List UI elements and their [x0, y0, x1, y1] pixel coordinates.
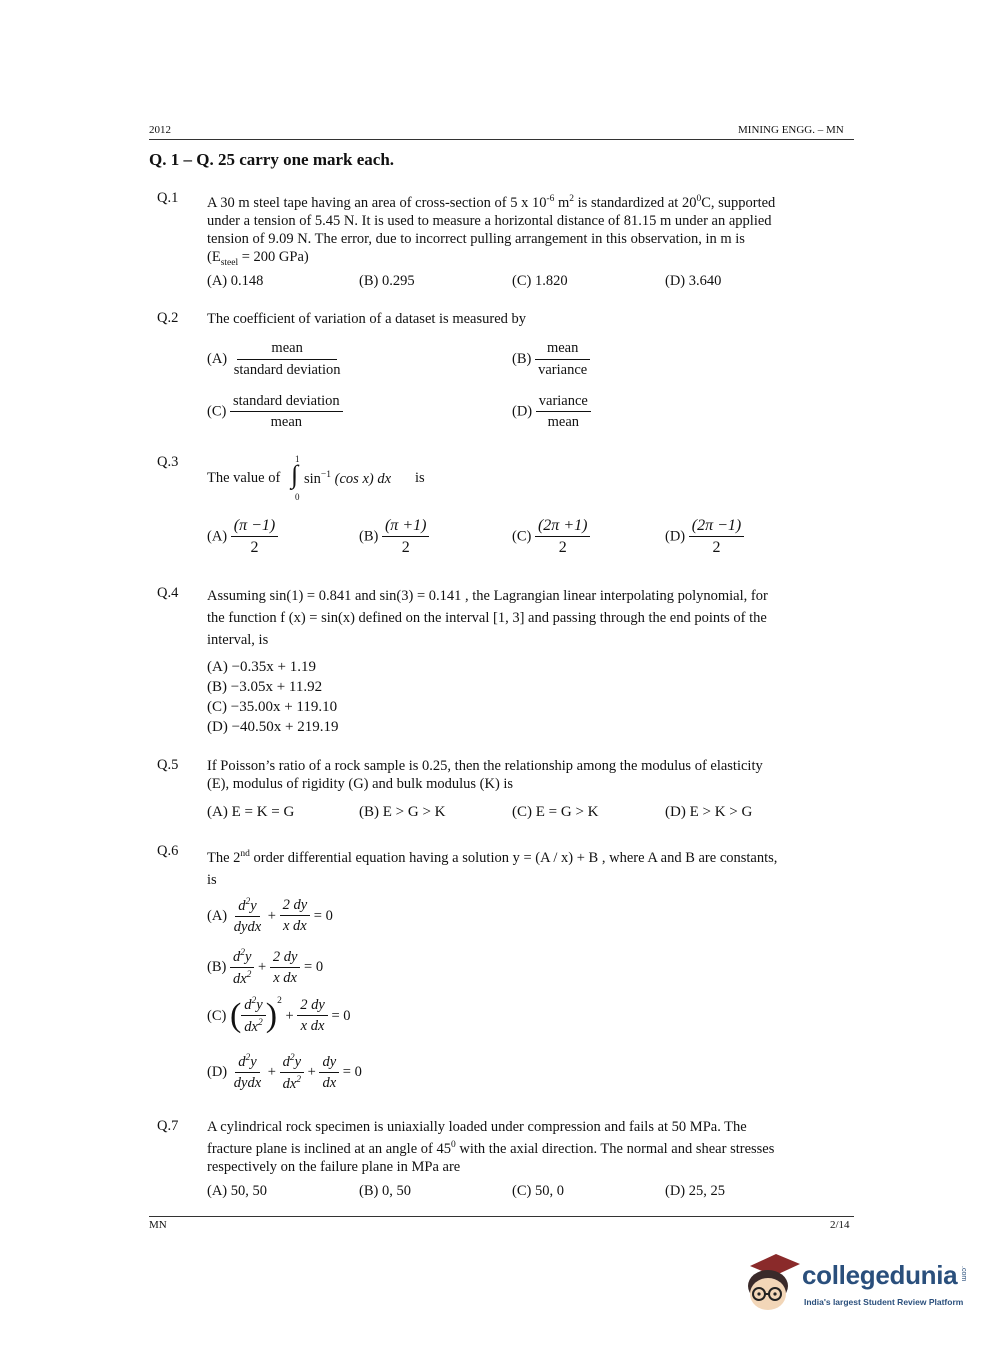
q6-option-b: (B) $\frac{d^2y}{dx^2}$ + $\frac{2 dy}{\text{x dx}}$ = 0 — [207, 948, 324, 987]
q6-number: Q.6 — [157, 843, 179, 859]
q3-number: Q.3 — [157, 454, 179, 470]
q5-option-c: (C) E = G > K — [512, 804, 599, 820]
footer-rule — [149, 1216, 854, 1217]
q6-option-d: (D) $\frac{d^2y}{\text{dydx}}$ + $\frac{d^2y}{dx^2}$ + $\frac{dy}{dx}$ = 0 — [207, 1053, 362, 1092]
q7-option-d: (D) 25, 25 — [665, 1183, 726, 1199]
q2-option-c: (C) $\frac{\text{standard deviation}}{\text{mean}}$ — [207, 393, 343, 431]
q7-number: Q.7 — [157, 1118, 179, 1134]
q1-number: Q.1 — [157, 190, 179, 206]
section-title: Q. 1 – Q. 25 carry one mark each. — [149, 150, 395, 169]
q1-text: A 30 m steel tape having an area of cross-section of 5 x $10^{-6}$ $m^2$ is standardized at $20^0C$, supported under a tension of 5.45 N. It is used to measure a horizontal distance of 81.15 m under an applied tension of 9.09 N. The error, due to incorrect pulling arrangement in this observation, in m is ($E_{steel} = 200$ GPa) — [207, 194, 776, 268]
q2-option-d: (D) $\frac{\text{variance}}{\text{mean}}$ — [512, 393, 591, 431]
q5-text: If Poisson’s ratio of a rock sample is 0.25, then the relationship among the modulus of elasticity (E), modulus of rigidity (G) and bulk modulus (K) is — [207, 758, 763, 792]
q4-text: Assuming sin(1) = 0.841 and sin(3) = 0.141 , the Lagrangian linear interpolating polynomial, for the function f (x) = sin(x) defined on the interval [1, 3] and passing through the end points of the interval, is — [207, 588, 768, 648]
header-paper: MINING ENGG. – MN — [738, 124, 844, 136]
brand-tagline: India's largest Student Review Platform — [804, 1297, 964, 1307]
q2-option-a: (A) $\frac{\text{mean}}{\text{standard deviation}}$ — [207, 340, 341, 378]
q6-option-a: (A) $\frac{d^2y}{\text{dydx}}$ + $\frac{2 dy}{\text{x dx}}$ = 0 — [207, 897, 333, 935]
integral-sign: ∫ — [291, 460, 299, 489]
q1-option-b: (B) 0.295 — [359, 273, 415, 289]
footer-page: 2/14 — [830, 1219, 850, 1231]
q2-number: Q.2 — [157, 310, 179, 326]
q5-number: Q.5 — [157, 757, 179, 773]
q6-text: The 2nd order differential equation having a solution y = (A / x) + B , where A and B are constants, is — [207, 849, 778, 888]
q5-option-a: (A) E = K = G — [207, 804, 295, 820]
q4-option-a: (A) −0.35x + 1.19 — [207, 659, 316, 675]
header-year: 2012 — [149, 124, 171, 136]
q1-option-d: (D) 3.640 — [665, 273, 722, 289]
mascot-icon — [742, 1250, 802, 1316]
q7-text: A cylindrical rock specimen is uniaxially loaded under compression and fails at 50 MPa. The fracture plane is inclined at an angle of $45^0$ with the axial direction. The normal and shear stresses respectively on the failure plane in MPa are — [207, 1119, 775, 1175]
collegedunia-watermark — [742, 1250, 972, 1320]
q7-option-a: (A) 50, 50 — [207, 1183, 268, 1199]
header-rule — [149, 139, 854, 140]
q6-option-c: (C) ( $\frac{d^2y}{dx^2}$ ) $^2$ + $\frac{2 dy}{\text{x dx}}$ = 0 — [207, 996, 351, 1035]
q5-option-d: (D) E > K > G — [665, 804, 753, 820]
brand-dotcom: .com — [960, 1266, 967, 1282]
q2-option-b: (B) $\frac{\text{mean}}{\text{variance}}$ — [512, 340, 590, 379]
q7-option-c: (C) 50, 0 — [512, 1183, 564, 1199]
q4-number: Q.4 — [157, 585, 179, 601]
brand-name: collegedunia — [802, 1260, 958, 1290]
q1-option-c: (C) 1.820 — [512, 273, 568, 289]
q3-option-b: (B) $\frac{(\pi +1)}{2}$ — [359, 517, 429, 557]
q4-option-d: (D) −40.50x + 219.19 — [207, 719, 339, 735]
footer-code: MN — [149, 1219, 167, 1231]
q7-option-b: (B) 0, 50 — [359, 1183, 411, 1199]
q3-option-d: (D) $\frac{(2\pi -1)}{2}$ — [665, 517, 744, 557]
q3-option-a: (A) $\frac{(\pi -1)}{2}$ — [207, 517, 278, 557]
q4-option-c: (C) −35.00x + 119.10 — [207, 699, 338, 715]
q2-text: The coefficient of variation of a dataset is measured by — [207, 311, 527, 327]
q4-option-b: (B) −3.05x + 11.92 — [207, 679, 323, 695]
q5-option-b: (B) E > G > K — [359, 804, 446, 820]
q3-option-c: (C) $\frac{(2\pi +1)}{2}$ — [512, 517, 590, 557]
q4-options — [207, 657, 339, 737]
q1-option-a: (A) 0.148 — [207, 273, 264, 289]
